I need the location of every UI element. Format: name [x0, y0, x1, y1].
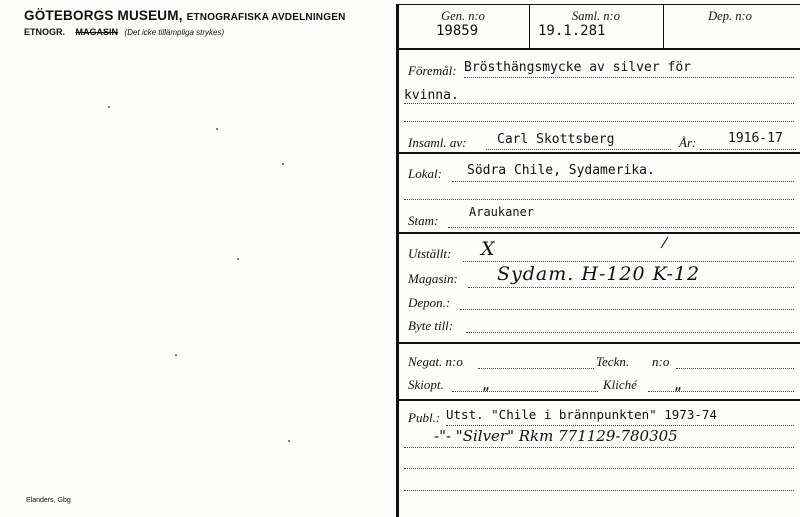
speck [288, 440, 290, 442]
speck [108, 106, 110, 108]
negat-label: Negat. n:o [408, 354, 463, 369]
saml-value: 19.1.281 [538, 23, 606, 39]
speck [175, 354, 177, 356]
field-line [446, 425, 794, 426]
gen-label: Gen. n:o [441, 9, 485, 23]
field-line [468, 287, 794, 288]
stam-label: Stam: [408, 213, 439, 228]
utstallt-mark: X [481, 238, 496, 260]
museum-header [24, 8, 346, 23]
section-rule [397, 342, 800, 344]
saml-label: Saml. n:o [572, 9, 620, 23]
speck [237, 258, 239, 260]
dep-label: Dep. n:o [708, 9, 752, 23]
pen-stroke [658, 236, 670, 250]
field-line [404, 103, 794, 104]
publ-label: Publ.: [408, 410, 441, 425]
field-line [463, 261, 794, 262]
skiopt-value: „ [482, 378, 490, 393]
field-line [448, 227, 794, 228]
section-rule [397, 399, 800, 401]
section-rule [397, 232, 800, 234]
byte-label: Byte till: [408, 318, 454, 333]
lokal-value: Södra Chile, Sydamerika. [467, 163, 655, 178]
publ-value: Utst. "Chile i brännpunkten" 1973-74 [446, 407, 717, 422]
field-line [466, 332, 794, 333]
insaml-value: Carl Skottsberg [497, 132, 615, 147]
speck [282, 163, 284, 165]
top-rule [397, 4, 800, 5]
printer-credit: Elanders, Gbg [26, 497, 71, 504]
field-line [486, 149, 671, 150]
field-line [478, 368, 594, 369]
publ-value-handwritten: -"- "Silver" Rkm 771129-780305 [434, 427, 678, 445]
kliche-value: „ [674, 378, 682, 393]
field-line [404, 121, 794, 122]
field-line [676, 368, 794, 369]
gen-value: 19859 [436, 23, 479, 39]
field-line [404, 468, 794, 469]
skiopt-label: Skiopt. [408, 377, 444, 392]
ar-label: År: [679, 135, 697, 150]
stam-value: Araukaner [469, 205, 535, 219]
field-line [648, 391, 794, 392]
etnogr-line [24, 27, 224, 37]
foremal-label: Föremål: [408, 63, 457, 78]
magasin-label: Magasin: [408, 271, 458, 286]
teckn-label: Teckn. [596, 354, 630, 369]
speck [216, 128, 218, 130]
header-rule [397, 48, 800, 50]
section-rule [397, 152, 800, 154]
main-divider [396, 4, 399, 517]
utstallt-label: Utställt: [408, 246, 452, 261]
field-line [452, 391, 598, 392]
department-name: ETNOGRAFISKA AVDELNINGEN [186, 12, 346, 23]
field-line [464, 77, 794, 78]
lokal-label: Lokal: [408, 166, 442, 181]
kliche-label: Kliché [603, 377, 637, 392]
field-line [404, 447, 794, 448]
teckn-suffix: n:o [652, 354, 670, 369]
insaml-label: Insaml. av: [408, 135, 467, 150]
field-line [700, 149, 796, 150]
strike-note: (Det icke tillämpliga strykes) [124, 28, 225, 37]
magasin-value: Sydam. H-120 K-12 [497, 263, 701, 285]
ar-value: 1916-17 [728, 131, 783, 146]
depon-label: Depon.: [408, 295, 451, 310]
field-line [460, 309, 794, 310]
field-line [404, 199, 794, 200]
museum-name: GÖTEBORGS MUSEUM, [24, 8, 183, 23]
field-line [452, 181, 794, 182]
struck-word: MAGASIN [75, 27, 119, 37]
etnogr-label: ETNOGR. [24, 27, 66, 37]
field-line [404, 490, 794, 491]
foremal-value: Brösthängsmycke av silver för [464, 60, 691, 75]
foremal-value-cont: kvinna. [404, 88, 459, 103]
